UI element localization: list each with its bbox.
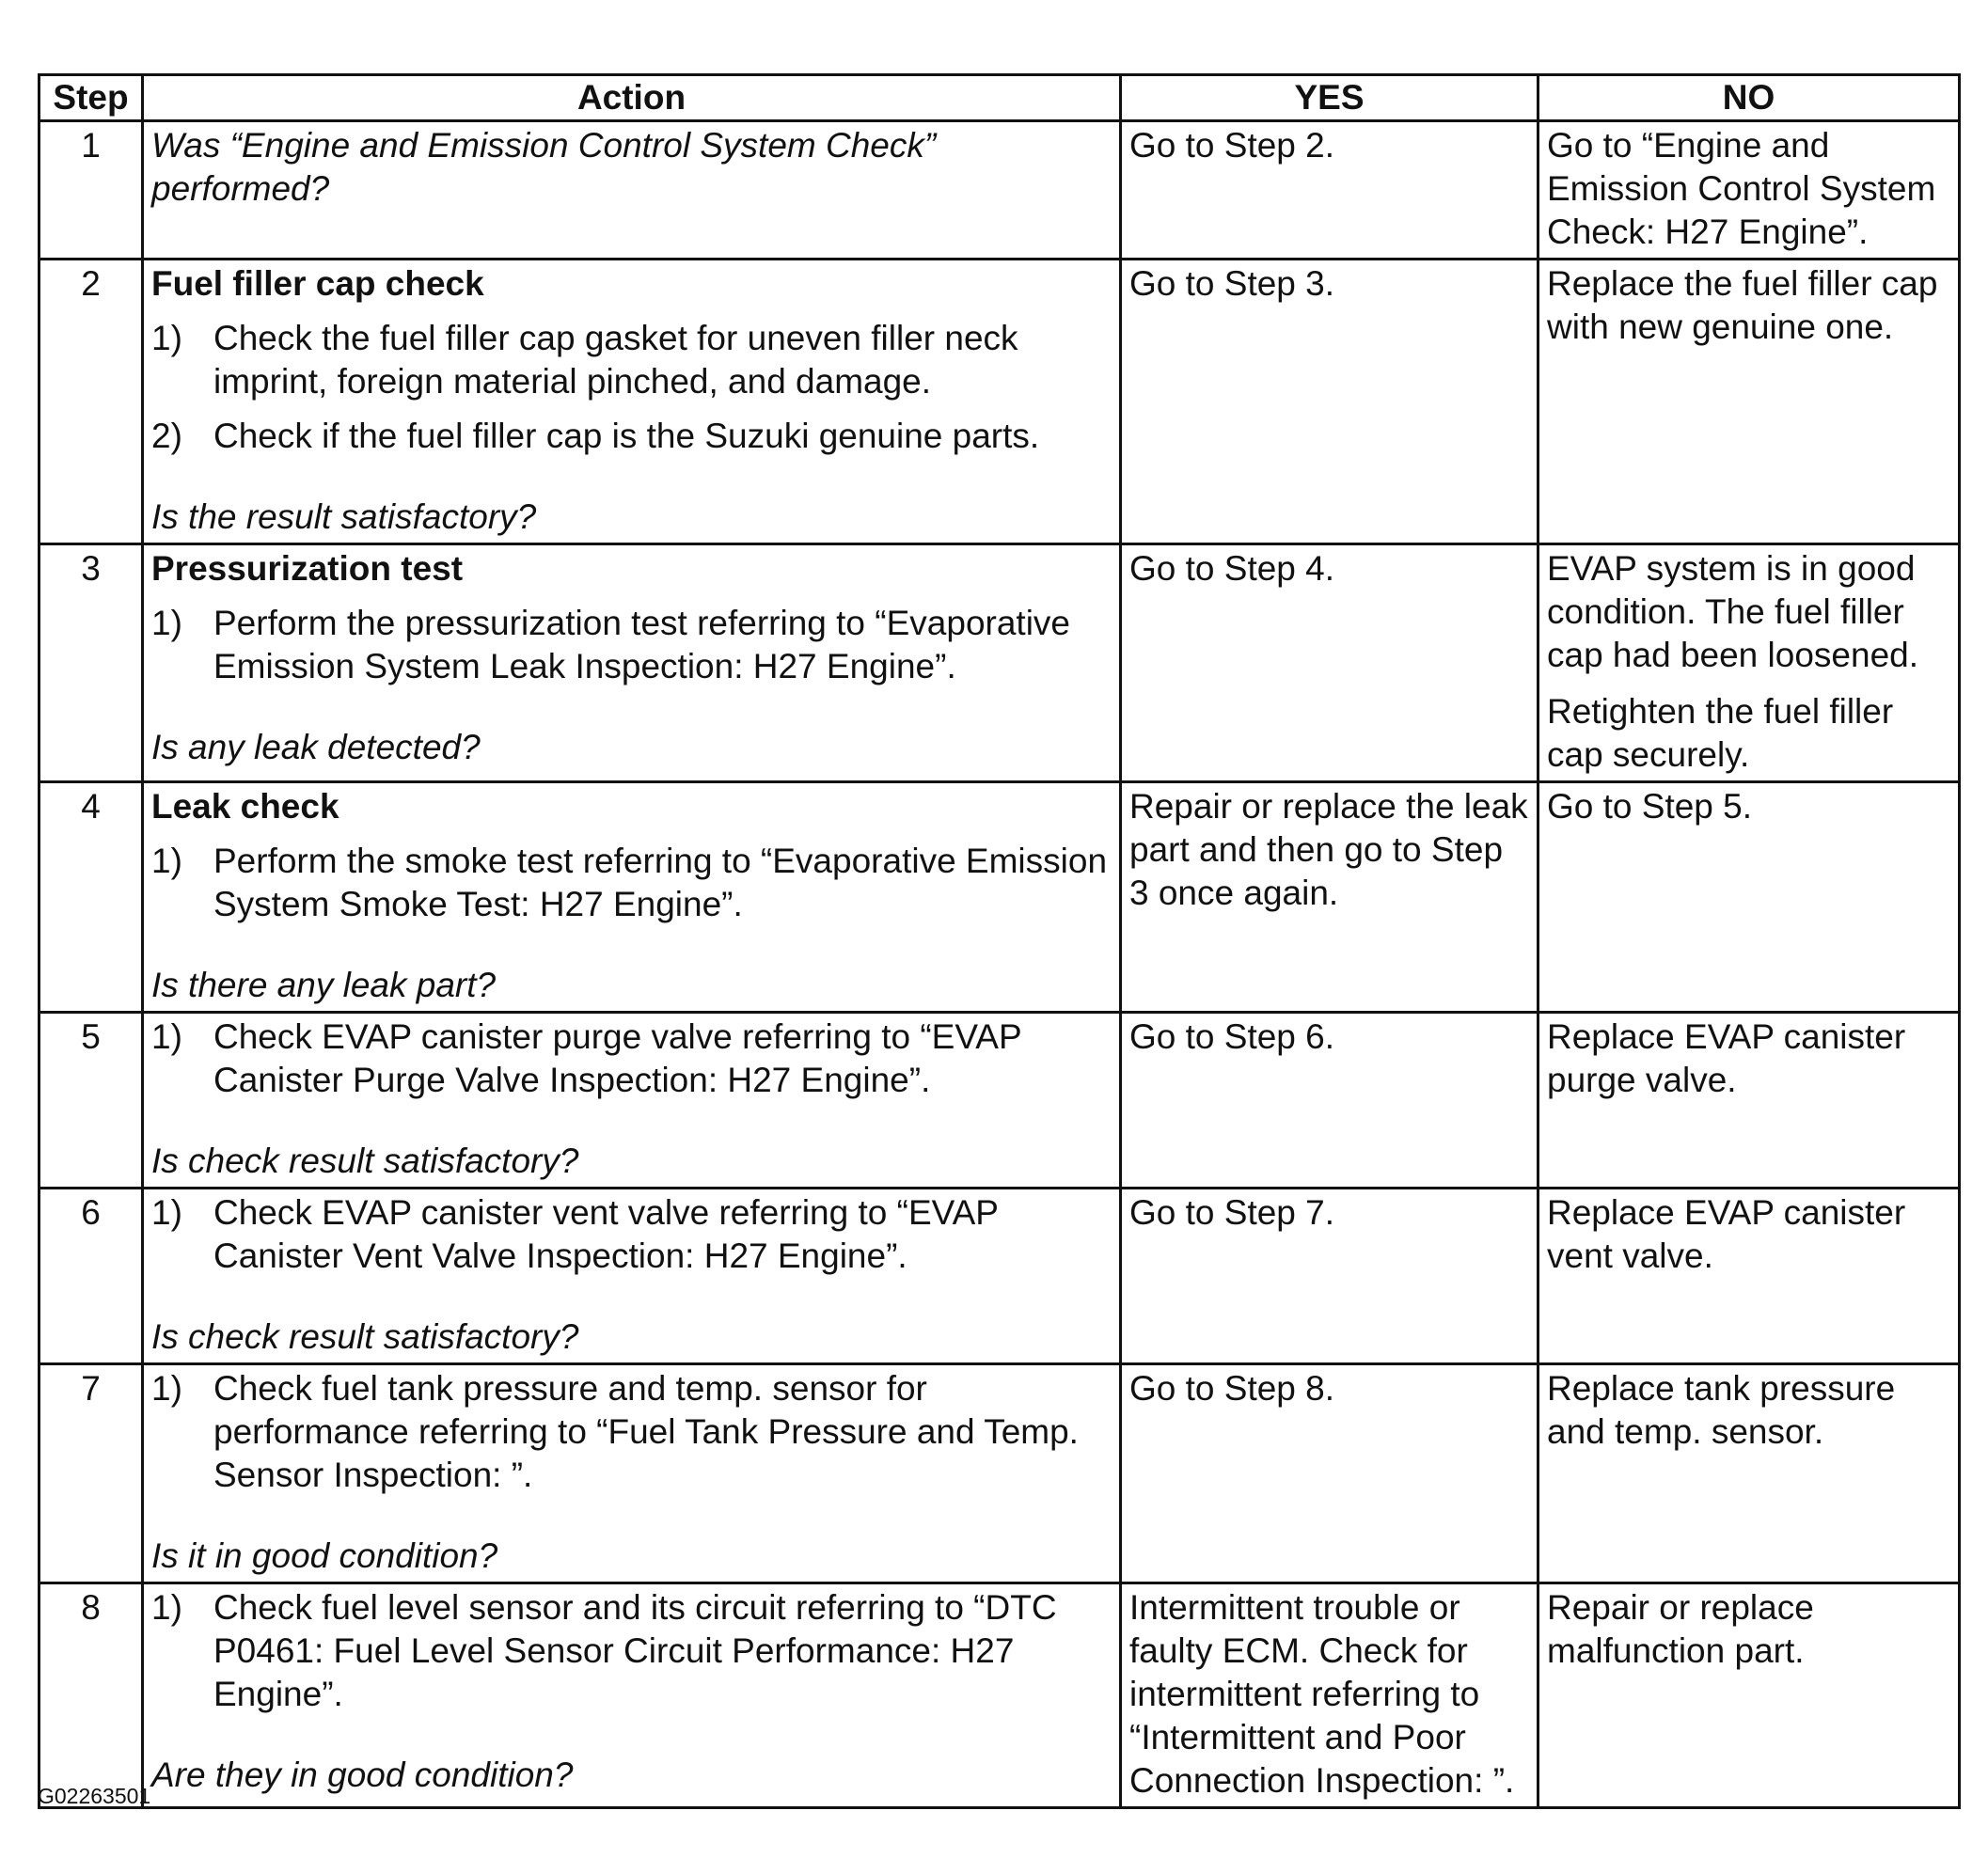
item-text: Check EVAP canister purge valve referring to “EVAP Canister Purge Valve Inspection: H27 Engine”.: [213, 1017, 1021, 1099]
table-header-row: [39, 75, 1960, 121]
yes-result: Intermittent trouble or faulty ECM. Check for intermittent referring to “Intermittent and Poor Connection Inspection: ”.: [1121, 1583, 1538, 1808]
step-number: 6: [39, 1189, 143, 1364]
table-row: [39, 544, 1960, 782]
no-result-paragraph: Replace EVAP canister vent valve.: [1547, 1193, 1906, 1275]
item-text: Check the fuel filler cap gasket for uneven filler neck imprint, foreign material pinched, and damage.: [213, 319, 1018, 401]
action-cell: [143, 1189, 1121, 1364]
no-result-paragraph: Retighten the fuel filler cap securely.: [1547, 692, 1894, 774]
list-item: [151, 840, 1112, 926]
action-cell: [143, 1583, 1121, 1808]
spacer: [151, 937, 1112, 964]
list-item: [151, 602, 1112, 688]
no-result-paragraph: Replace EVAP canister purge valve.: [1547, 1017, 1906, 1099]
no-result-paragraph: EVAP system is in good condition. The fuel filler cap had been loosened.: [1547, 549, 1919, 674]
list-item: [151, 415, 1112, 458]
yes-result: Go to Step 3.: [1121, 260, 1538, 544]
action-question: Is check result satisfactory?: [151, 1142, 579, 1180]
item-text: Perform the smoke test referring to “Evaporative Emission System Smoke Test: H27 Engine”.: [213, 842, 1108, 923]
step-number: 5: [39, 1013, 143, 1189]
action-cell: [143, 260, 1121, 544]
no-result-paragraph: Replace the fuel filler cap with new genuine one.: [1547, 264, 1938, 346]
item-number: 1): [151, 1017, 182, 1056]
step-number: 1: [39, 121, 143, 260]
spacer: [151, 1727, 1112, 1754]
header-yes: YES: [1121, 75, 1538, 121]
item-number: 1): [151, 842, 182, 880]
header-no: NO: [1538, 75, 1960, 121]
table-row: [39, 121, 1960, 260]
action-steps-list: [151, 1586, 1112, 1716]
action-heading: Pressurization test: [151, 549, 464, 588]
step-number: 3: [39, 544, 143, 782]
table-row: [39, 1583, 1960, 1808]
item-text: Check fuel tank pressure and temp. sensor for performance referring to “Fuel Tank Pressure and Temp. Sensor Inspection: ”.: [213, 1369, 1079, 1494]
step-number: 7: [39, 1364, 143, 1583]
yes-result: Go to Step 2.: [1121, 121, 1538, 260]
no-result: [1538, 121, 1960, 260]
no-result: [1538, 1364, 1960, 1583]
no-result-paragraph: Replace tank pressure and temp. sensor.: [1547, 1369, 1896, 1451]
yes-result: Go to Step 7.: [1121, 1189, 1538, 1364]
no-result: [1538, 544, 1960, 782]
no-result: [1538, 1583, 1960, 1808]
table-row: [39, 1013, 1960, 1189]
no-result: [1538, 782, 1960, 1013]
action-steps-list: [151, 1016, 1112, 1102]
step-number: 2: [39, 260, 143, 544]
list-item: [151, 317, 1112, 403]
action-cell: [143, 1364, 1121, 1583]
no-result-paragraph: Go to Step 5.: [1547, 787, 1753, 826]
action-question: Is there any leak part?: [151, 966, 497, 1004]
step-number: 8: [39, 1583, 143, 1808]
action-steps-list: [151, 317, 1112, 458]
action-steps-list: [151, 1191, 1112, 1278]
action-steps-list: [151, 840, 1112, 926]
figure-code: G02263501: [38, 1784, 151, 1808]
item-number: 1): [151, 319, 182, 357]
step-number: 4: [39, 782, 143, 1013]
action-heading: Leak check: [151, 787, 339, 826]
item-text: Check fuel level sensor and its circuit referring to “DTC P0461: Fuel Level Sensor Circuit Performance: H27 Engine”.: [213, 1588, 1057, 1713]
action-heading: Fuel filler cap check: [151, 264, 484, 303]
header-step: Step: [39, 75, 143, 121]
table-row: [39, 1189, 1960, 1364]
action-steps-list: [151, 602, 1112, 688]
yes-result: Repair or replace the leak part and then go to Step 3 once again.: [1121, 782, 1538, 1013]
header-action: Action: [143, 75, 1121, 121]
spacer: [151, 1113, 1112, 1140]
item-number: 2): [151, 417, 182, 455]
action-cell: [143, 782, 1121, 1013]
action-question: Is check result satisfactory?: [151, 1317, 579, 1356]
item-text: Perform the pressurization test referring to “Evaporative Emission System Leak Inspection: H27 Engine”.: [213, 604, 1070, 685]
action-question: Are they in good condition?: [151, 1756, 574, 1794]
no-result: [1538, 260, 1960, 544]
yes-result: Go to Step 6.: [1121, 1013, 1538, 1189]
item-text: Check EVAP canister vent valve referring to “EVAP Canister Vent Valve Inspection: H27 Engine”.: [213, 1193, 999, 1275]
list-item: [151, 1367, 1112, 1497]
action-cell: [143, 1013, 1121, 1189]
troubleshooting-document: [38, 73, 1958, 1809]
action-question: Is the result satisfactory?: [151, 497, 537, 536]
spacer: [151, 1508, 1112, 1535]
action-question: Was “Engine and Emission Control System Check” performed?: [151, 126, 937, 208]
table-row: [39, 782, 1960, 1013]
item-number: 1): [151, 1193, 182, 1232]
no-result-paragraph: Repair or replace malfunction part.: [1547, 1588, 1814, 1670]
list-item: [151, 1191, 1112, 1278]
action-question: Is any leak detected?: [151, 728, 481, 766]
item-number: 1): [151, 1369, 182, 1408]
list-item: [151, 1586, 1112, 1716]
action-cell: [143, 544, 1121, 782]
table-row: [39, 1364, 1960, 1583]
list-item: [151, 1016, 1112, 1102]
table-row: [39, 260, 1960, 544]
troubleshooting-table: [38, 73, 1961, 1809]
action-cell: [143, 121, 1121, 260]
yes-result: Go to Step 8.: [1121, 1364, 1538, 1583]
yes-result: Go to Step 4.: [1121, 544, 1538, 782]
item-number: 1): [151, 604, 182, 642]
table-body: [39, 121, 1960, 1808]
action-question: Is it in good condition?: [151, 1536, 498, 1575]
no-result: [1538, 1189, 1960, 1364]
item-text: Check if the fuel filler cap is the Suzuki genuine parts.: [213, 417, 1040, 455]
no-result: [1538, 1013, 1960, 1189]
no-result-paragraph: Go to “Engine and Emission Control System Check: H27 Engine”.: [1547, 126, 1936, 251]
spacer: [151, 700, 1112, 726]
spacer: [151, 469, 1112, 496]
spacer: [151, 1289, 1112, 1315]
action-steps-list: [151, 1367, 1112, 1497]
item-number: 1): [151, 1588, 182, 1627]
